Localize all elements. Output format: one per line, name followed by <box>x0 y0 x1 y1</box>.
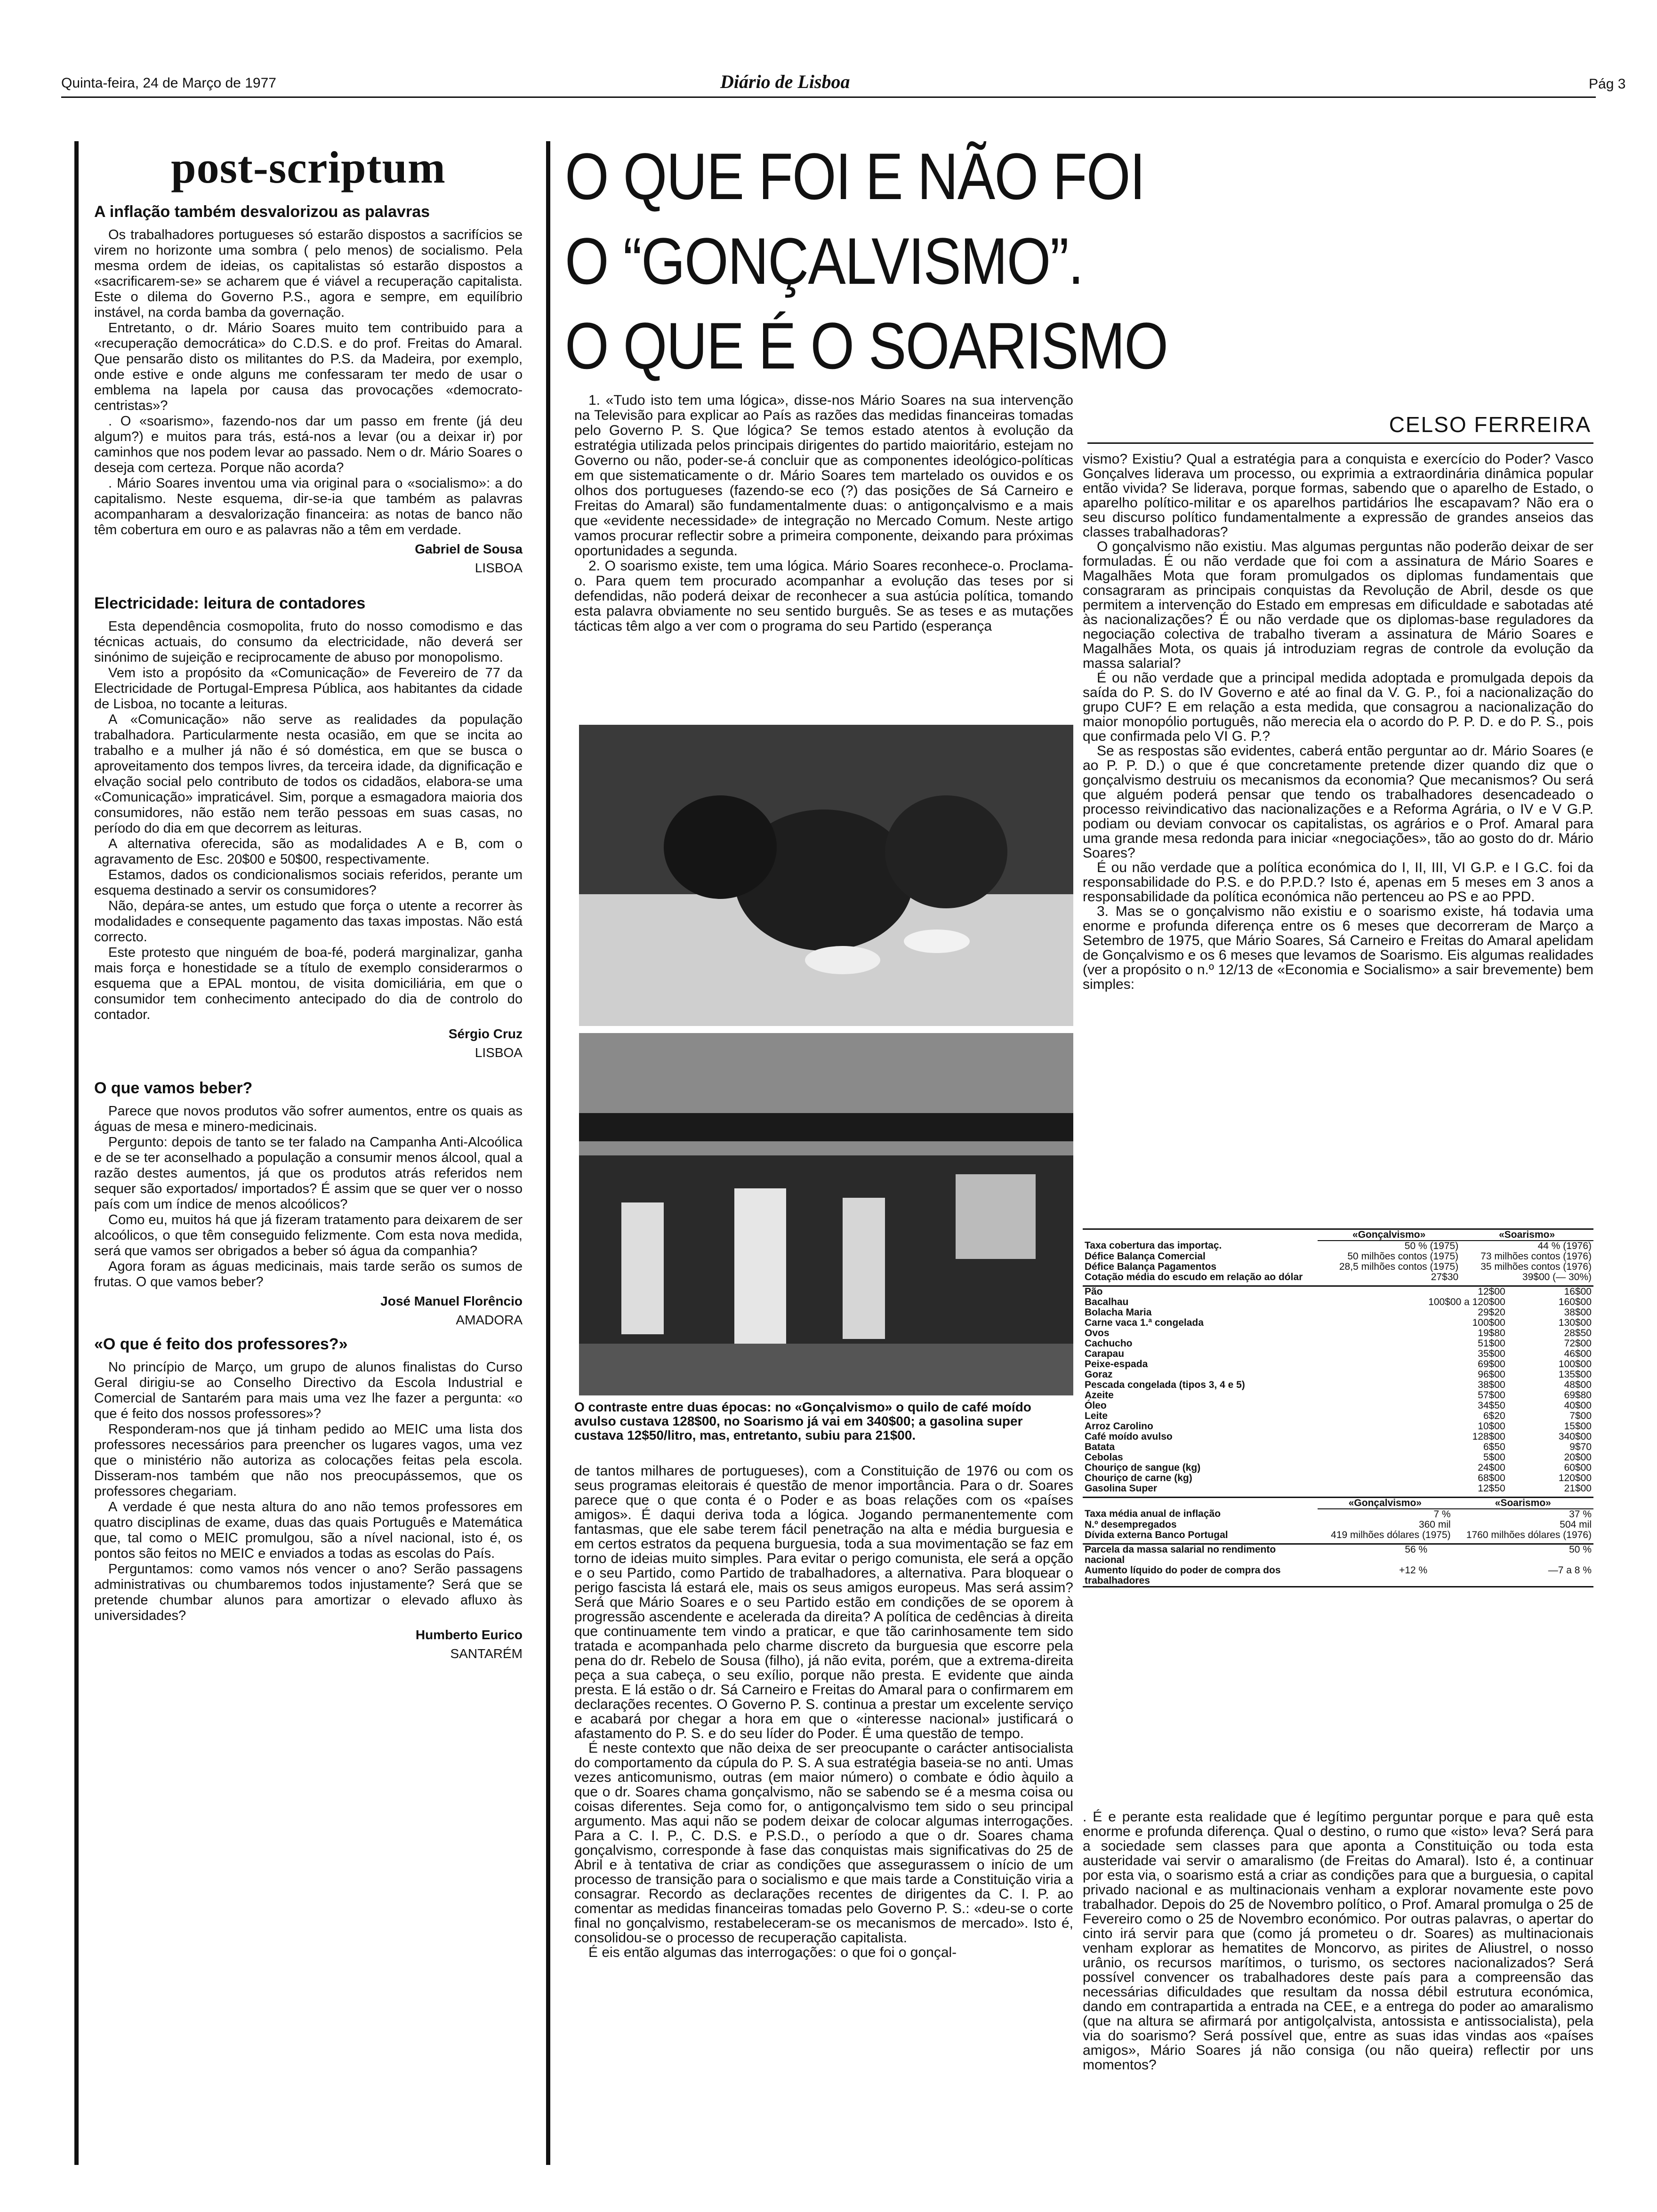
photo-cafe <box>579 725 1073 1026</box>
table-cell: 20$00 <box>1564 1452 1592 1463</box>
table-cell: 21$00 <box>1564 1483 1592 1494</box>
paragraph: 2. O soarismo existe, tem uma lógica. Mário Soares reconhece-o. Proclama-o. Para quem tem procurado acompanhar a evolução das teses por si defendidas, não poderá deixar de reconhecer a sua astúcia política, tomando esta palavra obviamente no seu sentido burguês. Se as teses e as mutações tácticas têm algo a ver com o programa do seu Partido (esperança <box>574 558 1073 634</box>
paragraph: . Mário Soares inventou uma via original para o «socialismo»: a do capitalismo. Neste esquema, dir-se-ia que também as palavras acompanharam a desvalorização financeira: as notas de banco não têm cobertura em ouro e as palavras não a têm em verdade. <box>94 476 523 537</box>
paragraph: vismo? Existiu? Qual a estratégia para a conquista e exercício do Poder? Vasco Gonçalves liderava um processo, ou exprimia a extraordinária dinâmica popular então vivida? Se liderava, porque formas, sabendo que o aparelho de Estado, o aparelho político-militar e os aparelhos partidários lhe escapavam? Não era o seu discurso político fundamentalmente a expressão de grandes anseios das classes trabalhadoras? <box>1083 451 1593 540</box>
paragraph: É eis então algumas das interrogações: o que foi o gonçal- <box>588 1945 957 1960</box>
row-label: Café moído avulso <box>1085 1431 1173 1442</box>
table-row <box>1083 1390 1593 1401</box>
article-headline: Electricidade: leitura de contadores <box>94 594 366 612</box>
table-section-b <box>1083 1285 1593 1494</box>
table-row <box>1083 1452 1593 1463</box>
table-row <box>1083 1411 1593 1421</box>
article-body <box>94 619 523 1023</box>
row-label: Chouriço de sangue (kg) <box>1085 1462 1201 1473</box>
table-row <box>1083 1338 1593 1349</box>
row-label: N.º desempregados <box>1085 1519 1177 1530</box>
table-cell: 100$00 <box>1558 1359 1592 1370</box>
row-label: Carne vaca 1.ª congelada <box>1085 1317 1204 1328</box>
left-column <box>94 141 523 1663</box>
row-label: Chouriço de carne (kg) <box>1085 1473 1192 1483</box>
table-row <box>1083 1286 1593 1298</box>
photo-caption: O contraste entre duas épocas: no «Gonçalvismo» o quilo de café moído avulso custava 128$00, no Soarismo já vai em 340$00; a gasolina super custava 12$50/litro, mas, entretanto, subiu para 21$00. <box>574 1400 1031 1443</box>
table-cell: 40$00 <box>1564 1400 1592 1411</box>
table-section-c <box>1083 1497 1593 1540</box>
table-cell: 69$80 <box>1564 1390 1592 1401</box>
table-row <box>1083 1297 1593 1307</box>
table-row <box>1083 1520 1593 1530</box>
comparison-table <box>1083 1228 1593 1587</box>
table-row <box>1083 1380 1593 1390</box>
paragraph: Entretanto, o dr. Mário Soares muito tem contribuido para a «recuperação democrática» do C.D.S. e do prof. Freitas do Amaral. Que pensarão disto os militantes do P.S. da Madeira, por exemplo, onde estive e onde alguns me confessaram ter medo de usar o emblema na lapela por causa das provocações «democrato-centristas»? <box>94 321 523 413</box>
row-label: Leite <box>1085 1411 1108 1421</box>
author-signature: José Manuel Florêncio <box>380 1294 523 1308</box>
table-cell: 50 milhões contos (1975) <box>1347 1251 1459 1262</box>
paragraph: Perguntamos: como vamos nós vencer o ano? Serão passagens administrativas ou chumbaremos todos injustamente? Será que se pretende chumbar alunos para amortizar o elevado afluxo às universidades? <box>94 1562 523 1623</box>
table-cell: 48$00 <box>1564 1379 1592 1390</box>
row-label: Bolacha Maria <box>1085 1307 1152 1318</box>
table-row <box>1083 1509 1593 1520</box>
table-cell: 5$00 <box>1483 1452 1505 1463</box>
article-body-right <box>1083 452 1593 992</box>
row-label: Défice Balança Pagamentos <box>1085 1261 1217 1272</box>
table-cell: 51$00 <box>1478 1338 1505 1349</box>
table-cell: 15$00 <box>1564 1421 1592 1432</box>
table-cell: 50 % <box>1569 1544 1592 1555</box>
table-cell: 6$50 <box>1483 1442 1505 1452</box>
rows-d <box>1083 1544 1593 1587</box>
table-cell: 12$00 <box>1478 1286 1505 1297</box>
paragraph: Pergunto: depois de tanto se ter falado na Campanha Anti-Alcoólica e de se ter aconselhado a população a consumir menos álcool, qual a razão destes aumentos, já que os produtos atrás referidos nem sequer são exportados/ importados? É assim que se quer ver o nosso país com um índice de menos alcoólicos? <box>94 1135 523 1212</box>
table-cell: 24$00 <box>1478 1462 1505 1473</box>
table-cell: 37 % <box>1569 1509 1592 1520</box>
table-cell: 135$00 <box>1558 1369 1592 1380</box>
paragraph: Os trabalhadores portugueses só estarão dispostos a sacrifícios se virem no horizonte uma sombra ( pelo menos) de socialismo. Pela mesma ordem de ideias, os capitalistas só estarão dispostos a «sacrificarem-se» se acharem que é viável a recuperação capitalista. Este o dilema do Governo P.S., agora e sempre, em equilíbrio instável, na corda bamba da governação. <box>94 227 523 320</box>
row-label: Peixe-espada <box>1085 1359 1148 1370</box>
rows-b <box>1083 1286 1593 1494</box>
row-label: Taxa média anual de inflação <box>1085 1508 1221 1519</box>
author-city: LISBOA <box>475 1045 523 1060</box>
article-body-bottom <box>574 1464 1073 1960</box>
table-cell: 7 % <box>1433 1509 1451 1520</box>
table-cell: 44 % (1976) <box>1537 1241 1592 1251</box>
column-header: «Gonçalvismo» <box>1318 1230 1460 1241</box>
table-cell: 57$00 <box>1478 1390 1505 1401</box>
table-cell: 27$30 <box>1431 1272 1459 1282</box>
row-label: Gasolina Super <box>1085 1483 1158 1494</box>
column-header: «Gonçalvismo» <box>1318 1498 1453 1509</box>
paragraph: Esta dependência cosmopolita, fruto do nosso comodismo e das técnicas actuais, do consumo da electricidade, não deverá ser sinónimo de sujeição e reciprocamente de abuso por monopolismo. <box>94 619 523 665</box>
table-row <box>1083 1463 1593 1473</box>
table-cell: 10$00 <box>1478 1421 1505 1432</box>
row-label: Ovos <box>1085 1328 1110 1338</box>
paragraph: É ou não verdade que a política económica do I, II, III, VI G.P. e I G.C. foi da responsabilidade do P.S. e do P.P.D.? Isto é, apenas em 5 meses em 3 anos a responsabilidade da política económica não pertenceu ao PS e ao PPD. <box>1083 860 1593 905</box>
article-body-conclusion <box>1083 1810 1593 2072</box>
table-cell: 28,5 milhões contos (1975) <box>1339 1261 1459 1272</box>
header-date: Quinta-feira, 24 de Março de 1977 <box>61 75 276 91</box>
article-headline: O que vamos beber? <box>94 1079 253 1097</box>
row-label: Cotação média do escudo em relação ao dólar <box>1085 1272 1303 1282</box>
article-body <box>94 1104 523 1290</box>
author-city: AMADORA <box>456 1313 523 1327</box>
table-cell: 72$00 <box>1564 1338 1592 1349</box>
photo-petrol-station <box>579 1033 1073 1395</box>
left-column-rule <box>74 141 79 2165</box>
row-label: Cebolas <box>1085 1452 1123 1463</box>
row-label: Bacalhau <box>1085 1297 1129 1307</box>
table-row <box>1083 1318 1593 1328</box>
petrol-photo-illustration <box>579 1033 1073 1395</box>
table-cell: 16$00 <box>1564 1286 1592 1297</box>
page-number: Pág 3 <box>1589 76 1626 92</box>
table-row <box>1083 1421 1593 1432</box>
row-label: Taxa cobertura das importaç. <box>1085 1240 1222 1251</box>
table-cell: 96$00 <box>1478 1369 1505 1380</box>
row-label: Pão <box>1085 1286 1103 1297</box>
table-cell: 73 milhões contos (1976) <box>1480 1251 1592 1262</box>
cafe-photo-illustration <box>579 725 1073 1026</box>
author-byline: CELSO FERREIRA <box>1389 412 1591 437</box>
table-header-row <box>1083 1230 1593 1241</box>
table-row <box>1083 1328 1593 1338</box>
row-label: Dívida externa Banco Portugal <box>1085 1530 1228 1540</box>
table-cell: 128$00 <box>1472 1431 1505 1442</box>
table-cell: 35 milhões contos (1976) <box>1480 1261 1592 1272</box>
table-cell: 12$50 <box>1478 1483 1505 1494</box>
paragraph: Este protesto que ninguém de boa-fé, poderá marginalizar, ganha mais força e honestidade se a título de exemplo considerarmos o esquema que a EPAL montou, de visita domiciliária, em que o consumidor tem conhecimento antecipado do dia de controlo do contador. <box>94 945 523 1022</box>
table-cell: 7$00 <box>1569 1411 1592 1421</box>
row-label: Carapau <box>1085 1348 1125 1359</box>
table-cell: 1760 milhões dólares (1976) <box>1466 1530 1592 1540</box>
header-rule <box>61 96 1596 98</box>
paragraph: Como eu, muitos há que já fizeram tratamento para deixarem de ser alcoólicos, o que têm conseguido felizmente. Com esta nova medida, será que vamos ser obrigados a beber só água da companhia? <box>94 1212 523 1258</box>
author-signature: Gabriel de Sousa <box>415 542 523 556</box>
row-label: Pescada congelada (tipos 3, 4 e 5) <box>1085 1379 1245 1390</box>
rows-a <box>1083 1241 1593 1282</box>
row-label: Arroz Carolino <box>1085 1421 1153 1432</box>
row-label: Parcela da massa salarial no rendimento nacional <box>1085 1544 1276 1565</box>
table-cell: 100$00 a 120$00 <box>1428 1297 1505 1307</box>
paragraph: de tantos milhares de portugueses), com a Constituição de 1976 ou com os seus programas eleitorais é questão de menor importância. Para o dr. Soares parece que o que conta é o Poder e as boas relações com os «países amigos». É daqui deriva toda a lógica. Jogando permanentemente com fantasmas, que ele sabe terem fácil penetração na alta e média burguesia e em certos estratos da pequena burguesia, toda a sua movimentação se faz em torno de ideias muito simples. Para evitar o perigo comunista, ele será a opção e o seu Partido, como Partido de trabalhadores, a alternativa. Para bloquear o perigo fascista lá estará ele, mais os seus amigos europeus. Mas será assim? Será que Mário Soares e o seu Partido estão em condições de se oporem à progressão ascendente e acelerada da direita? A política de cedências à direita que continuamente tem vindo a praticar, e que tão carinhosamente tem sido tratada e acompanhada pelo charme discreto da burguesia que escorre pela pena do dr. Rebelo de Sousa (filho), já não evita, porém, que a extrema-direita peça a sua cabeça, o seu exílio, porque não presta. E evidente que ainda presta. E lá estão o dr. Sá Carneiro e Freitas do Amaral para o confirmarem em declarações recentes. O Governo P. S. continua a prestar um excelente serviço e acabará por chegar a hora em que o «interesse nacional» justificará o afastamento do P. S. e do seu líder do Poder. É uma questão de tempo. <box>574 1463 1073 1741</box>
author-signature: Sérgio Cruz <box>448 1026 523 1041</box>
headline-line-3: O QUE É O SOARISMO <box>565 309 1168 383</box>
paragraph: Agora foram as águas medicinais, mais tarde serão os sumos de frutas. O que vamos beber? <box>94 1259 523 1290</box>
table-cell: 100$00 <box>1472 1317 1505 1328</box>
table-cell: 35$00 <box>1478 1348 1505 1359</box>
table-cell: 29$20 <box>1478 1307 1505 1318</box>
table-cell: —7 a 8 % <box>1548 1565 1592 1576</box>
table-row <box>1083 1432 1593 1442</box>
paragraph: Responderam-nos que já tinham pedido ao MEIC uma lista dos professores necessários para preencher os lugares vagos, uma vez que o ministério não autoriza as colocações feitas pela escola. Disseram-nos também que não nos preocupássemos, que os professores chegariam. <box>94 1422 523 1499</box>
row-label: Azeite <box>1085 1390 1114 1401</box>
row-label: Défice Balança Comercial <box>1085 1251 1206 1262</box>
article-headline: «O que é feito dos professores?» <box>94 1335 348 1353</box>
table-cell: 360 mil <box>1418 1519 1451 1530</box>
paragraph: A «Comunicação» não serve as realidades da população trabalhadora. Particularmente nesta ocasião, em que se incita ao trabalho e a mulher já não é só doméstica, em que se busca o aproveitamento dos tempos livres, da terceira idade, da dignificação e elvação social pelo contributo de todos os cidadãos, elabora-se uma «Comunicação» impraticável. Sim, porque a esmagadora maioria dos consumidores, não estão nem terão pessoas em suas casas, no período do dia em que decorrem as leituras. <box>94 712 523 836</box>
article-body-top <box>574 393 1073 634</box>
table-cell: 340$00 <box>1558 1431 1592 1442</box>
table-row <box>1083 1262 1593 1272</box>
table-cell: 39$00 (— 30%) <box>1522 1272 1592 1282</box>
author-city: SANTARÉM <box>450 1646 523 1661</box>
byline-rule <box>1087 442 1593 444</box>
paragraph: . É e perante esta realidade que é legítimo perguntar porque e para quê esta enorme e profunda diferença. Qual o destino, o rumo que «isto» leva? Será para a sociedade sem classes para que aponta a Constituição ou toda esta austeridade vai servir o amaralismo (de Freitas do Amaral). Isto é, a continuar por esta via, o soarismo está a criar as condições para que a burguesia, o capital privado nacional e as multinacionais venham a explorar novamente este povo trabalhador. Depois do 25 de Novembro político, o Prof. Amaral promulga o 25 de Fevereiro como o 25 de Novembro económico. Por outras palavras, o apertar do cinto irá servir para que (como já prometeu o dr. Soares) as multinacionais venham explorar as hematites de Moncorvo, as pirites de Aliustrel, o nosso urânio, os recursos marítimos, o turismo, os sectores nacionalizados? Será possível convencer os trabalhadores deste país para a compreensão das necessárias dificuldades que resultam da nossa débil estrutura económica, dando em contrapartida a entrada na CEE, e a entrega do poder ao amaralismo (que na altura se afirmará por antigolçalvista, antossista e antissocialista), pela via do soarismo? Será possível que, entre as suas idas vindas aos «países amigos», Mário Soares já não consiga (ou não queira) reflectir por uns momentos? <box>1083 1809 1593 2073</box>
table-cell: 504 mil <box>1560 1519 1592 1530</box>
table-cell: 38$00 <box>1564 1307 1592 1318</box>
table-cell: 160$00 <box>1558 1297 1592 1307</box>
table-cell: 50 % (1975) <box>1404 1241 1459 1251</box>
row-label: Goraz <box>1085 1369 1113 1380</box>
table-header-row <box>1083 1498 1593 1509</box>
paragraph: . O «soarismo», fazendo-nos dar um passo em frente (já deu algum?) e muitos para trás, está-nos a levar (ou a deixar ir) por caminhos que nos podem levar ao passado. Nem o dr. Mário Soares o deseja com certeza. Porque não acorda? <box>94 414 523 475</box>
table-cell: 56 % <box>1405 1544 1428 1555</box>
table-row <box>1083 1349 1593 1359</box>
headline-line-1: O QUE FOI E NÃO FOI <box>565 139 1145 213</box>
paragraph: 1. «Tudo isto tem uma lógica», disse-nos Mário Soares na sua intervenção na Televisão para explicar ao País as razões das medidas financeiras tomadas pelo Governo P. S. Que lógica? Se temos estado atentos à evolução da estratégia utilizada pelos principais dirigentes do partido maioritário, estejam no Governo ou não, poder-se-á concluir que as componentes ideológico-políticas em que sistematicamente o dr. Mário Soares tem martelado os ouvidos e os olhos dos portugueses (fazendo-se eco (?) das posições de Sá Carneiro e Freitas do Amaral) são fundamentalmente duas: o antigonçalvismo e a mais que «evidente necessidade» de integração no Mercado Comum. Neste artigo vamos procurar reflectir sobre a primeira componente, deixando para próximas oportunidades a segunda. <box>574 393 1073 559</box>
author-signature: Humberto Eurico <box>415 1627 523 1642</box>
table-cell: 120$00 <box>1558 1473 1592 1483</box>
rows-c <box>1083 1509 1593 1540</box>
table-row <box>1083 1565 1593 1587</box>
table-cell: 69$00 <box>1478 1359 1505 1370</box>
table-cell: 6$20 <box>1483 1411 1505 1421</box>
paragraph: Vem isto a propósito da «Comunicação» de Fevereiro de 77 da Electricidade de Portugal-Empresa Pública, aos habitantes da cidade de Lisboa, no tocante a leituras. <box>94 665 523 712</box>
table-cell: 60$00 <box>1564 1462 1592 1473</box>
table-row <box>1083 1483 1593 1494</box>
section-title: post-scriptum <box>171 142 446 192</box>
table-row <box>1083 1370 1593 1380</box>
table-row <box>1083 1442 1593 1452</box>
table-cell: 68$00 <box>1478 1473 1505 1483</box>
table-cell: 9$70 <box>1569 1442 1592 1452</box>
row-label: Óleo <box>1085 1400 1107 1411</box>
table-cell: 19$80 <box>1478 1328 1505 1338</box>
table-cell: 34$50 <box>1478 1400 1505 1411</box>
table-cell: 28$50 <box>1564 1328 1592 1338</box>
table-row <box>1083 1544 1593 1566</box>
author-city: LISBOA <box>475 561 523 575</box>
paragraph: A verdade é que nesta altura do ano não temos professores em quatro disciplinas de exame, duas das quais Português e Matemática que, tal como o MEIC promulgou, são a nível nacional, isto é, os pontos são feitos no MEIC e enviados a todas as escolas do País. <box>94 1499 523 1561</box>
paragraph: No princípio de Março, um grupo de alunos finalistas do Curso Geral dirigiu-se ao Conselho Directivo da Escola Industrial e Comercial de Santarém para mais uma vez lhe fazer a pergunta: «o que é feito dos nossos professores»? <box>94 1360 523 1421</box>
table-cell: +12 % <box>1399 1565 1428 1576</box>
column-header: «Soarismo» <box>1453 1498 1593 1509</box>
paragraph: É neste contexto que não deixa de ser preocupante o carácter antisocialista do comportamento da cúpula do P. S. A sua estratégia baseia-se no anti. Umas vezes anticomunismo, outras (em maior número) o combate e ódio àquilo a que o dr. Soares chama gonçalvismo, não se sabendo se é a mesma coisa ou coisas diferentes. Seja como for, o antigonçalvismo tem sido o seu principal argumento. Mas aqui não se podem deixar de colocar algumas interrogações. Para a C. I. P., C. D.S. e P.S.D., o período a que o dr. Soares chama gonçalvismo, corresponde à fase das conquistas mais significativas do 25 de Abril e à tentativa de criar as condições que assegurassem o início de um processo de transição para o socialismo e que mais tarde a Constituição viria a consagrar. Recordo as declarações recentes de dirigentes da C. I. P. ao comentar as medidas financeiras tomadas pelo Governo P. S.: «deu-se o corte final no gonçalvismo, restabeleceram-se os mecanismos de mercado». Isto é, consolidou-se o processo de recuperação capitalista. <box>574 1740 1073 1946</box>
paragraph: A alternativa oferecida, são as modalidades A e B, com o agravamento de Esc. 20$00 e 50$00, respectivamente. <box>94 836 523 867</box>
paragraph: Se as respostas são evidentes, caberá então perguntar ao dr. Mário Soares (e ao P. P. D.) o que é que concretamente pretende dizer quando diz que o gonçalvismo destruiu os mecanismos da economia? Que mecanismos? Ou será que alguém poderá pensar que tendo os trabalhadores desencadeado o processo reivindicativo das nacionalizações e a Reforma Agrária, o IV e V G.P. podiam ou deviam convocar os capitalistas, os agrários e o Prof. Amaral para uma grande mesa redonda para iniciar «negociações», tão ao gosto do dr. Mário Soares? <box>1083 743 1593 861</box>
paragraph: É ou não verdade que a principal medida adoptada e promulgada depois da saída do P. S. do IV Governo e até ao final da V. G. P., foi a nacionalização do grupo CUF? E em relação a esta medida, que consagrou a nacionalização do maior monopólio português, não merecia ela o acordo do P. P. D. e do P. S., pois que confirmada pelo VI G. P.? <box>1083 670 1593 744</box>
paragraph: Estamos, dados os condicionalismos sociais referidos, perante um esquema destinado a servir os consumidores? <box>94 867 523 898</box>
masthead: Diário de Lisboa <box>720 71 850 92</box>
table-row <box>1083 1251 1593 1262</box>
table-row <box>1083 1272 1593 1282</box>
table-cell: 419 milhões dólares (1975) <box>1331 1530 1451 1540</box>
table-row <box>1083 1241 1593 1251</box>
table-row <box>1083 1401 1593 1411</box>
column-header: «Soarismo» <box>1460 1230 1593 1241</box>
table-row <box>1083 1359 1593 1370</box>
row-label: Cachucho <box>1085 1338 1133 1349</box>
paragraph: 3. Mas se o gonçalvismo não existiu e o soarismo existe, há todavia uma enorme e profunda diferença entre os 6 meses que decorreram de Março a Setembro de 1975, que Mário Soares, Sá Carneiro e Freitas do Amaral apelidam de Gonçalvismo e os 6 meses que levamos de Soarismo. Eis algumas realidades (ver a propósito o n.º 12/13 de «Economia e Socialismo» a sair brevemente) bem simples: <box>1083 904 1593 992</box>
table-section-a <box>1083 1230 1593 1282</box>
table-cell: 38$00 <box>1478 1379 1505 1390</box>
article-body <box>94 1360 523 1624</box>
row-label: Batata <box>1085 1442 1115 1452</box>
row-label: Aumento líquido do poder de compra dos trabalhadores <box>1085 1565 1281 1586</box>
main-column-rule <box>546 141 550 2165</box>
table-row <box>1083 1530 1593 1540</box>
article-body <box>94 227 523 538</box>
paragraph: Parece que novos produtos vão sofrer aumentos, entre os quais as águas de mesa e minero-medicinais. <box>94 1104 523 1134</box>
paragraph: Não, depára-se antes, um estudo que força o utente a recorrer às modalidades e consequente pagamento das taxas impostas. Não está correcto. <box>94 898 523 945</box>
table-row <box>1083 1473 1593 1483</box>
table-section-d <box>1083 1543 1593 1587</box>
headline-line-2: O “GONÇALVISMO”. <box>565 224 1083 298</box>
article-headline: A inflação também desvalorizou as palavras <box>94 203 430 221</box>
table-row <box>1083 1307 1593 1318</box>
paragraph: O gonçalvismo não existiu. Mas algumas perguntas não poderão deixar de ser formuladas. É ou não verdade que foi com a assinatura de Mário Soares e Magalhães Mota que foram promulgados os diplomas fundamentais que consagraram as principais conquistas da Revolução de Abril, desde os que permitem a intervenção do Estado em empresas em dificuldade e sabotadas até às nacionalizações? É ou não verdade que os diplomas-base reguladores da negociação colectiva de trabalho tiveram a assinatura de Mário Soares e Magalhães Mota, os quais já introduziam regras de controle da evolução da massa salarial? <box>1083 539 1593 671</box>
table-cell: 130$00 <box>1558 1317 1592 1328</box>
table-cell: 46$00 <box>1564 1348 1592 1359</box>
